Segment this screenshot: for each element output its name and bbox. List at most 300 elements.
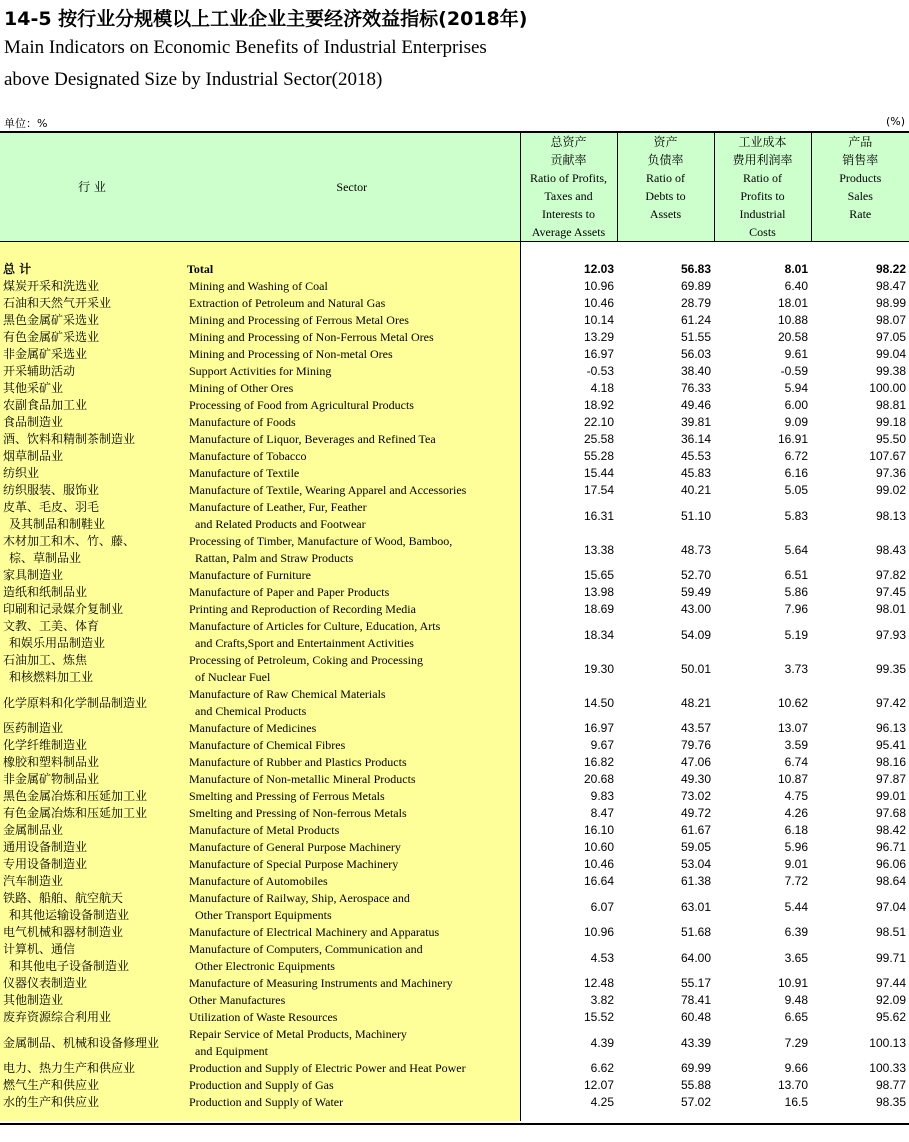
profit-tax-ratio-value: 17.54 <box>583 483 614 497</box>
profit-tax-ratio-value: 14.50 <box>583 695 614 710</box>
sector-en: Manufacture of Leather, Fur, Feather and Related Products and Footwear <box>184 499 520 533</box>
profit-tax-ratio-value: 12.07 <box>583 1078 614 1092</box>
cost-profit-ratio-value: 5.86 <box>784 585 808 599</box>
table-row <box>0 873 909 890</box>
debt-asset-ratio-value: 59.49 <box>680 585 711 599</box>
debt-asset-ratio-value: 61.38 <box>680 874 711 888</box>
sales-rate-value: 98.77 <box>875 1078 906 1092</box>
profit-tax-ratio-value: 16.82 <box>583 755 614 769</box>
header-col-4-cn2: 销售率 <box>842 153 879 167</box>
sales-rate-value: 97.68 <box>875 806 906 820</box>
table-row <box>0 1026 909 1060</box>
filler-row <box>0 1111 909 1121</box>
sector-cn: 总 计 <box>0 261 184 278</box>
sales-rate-value: 97.36 <box>875 466 906 480</box>
sector-cn: 燃气生产和供应业 <box>0 1077 184 1094</box>
unit-percent: (%) <box>885 115 905 128</box>
sales-rate-value: 95.41 <box>875 738 906 752</box>
sector-cn: 木材加工和木、竹、藤、 棕、草制品业 <box>0 533 184 567</box>
sector-cn: 电力、热力生产和供应业 <box>0 1060 184 1077</box>
cost-profit-ratio-value: 3.73 <box>784 661 808 676</box>
debt-asset-ratio-value: 48.21 <box>680 695 711 710</box>
cost-profit-ratio-value: 4.26 <box>784 806 808 820</box>
cost-profit-ratio-value: 9.66 <box>784 1061 808 1075</box>
sector-cn: 黑色金属矿采选业 <box>0 312 184 329</box>
debt-asset-ratio-value: 43.57 <box>680 721 711 735</box>
header-col-4-en: Rate <box>849 207 872 221</box>
sales-rate-value: 98.22 <box>875 262 906 276</box>
debt-asset-ratio-value: 57.02 <box>680 1095 711 1109</box>
sales-rate-value: 92.09 <box>875 993 906 1007</box>
sector-cn: 烟草制品业 <box>0 448 184 465</box>
sector-en: Mining of Other Ores <box>184 380 520 397</box>
table-row <box>0 329 909 346</box>
debt-asset-ratio-value: 48.73 <box>680 542 711 557</box>
debt-asset-ratio-value: 43.00 <box>680 602 711 616</box>
table-row <box>0 975 909 992</box>
table-row <box>0 1009 909 1026</box>
table-row <box>0 822 909 839</box>
title-en-line2: above Designated Size by Industrial Sector(2018) <box>4 69 383 90</box>
sector-en: Manufacture of Paper and Paper Products <box>184 584 520 601</box>
sector-cn: 非金属矿采选业 <box>0 346 184 363</box>
sector-en: Manufacture of Liquor, Beverages and Refined Tea <box>184 431 520 448</box>
sector-cn: 水的生产和供应业 <box>0 1094 184 1111</box>
sector-en: Manufacture of Foods <box>184 414 520 431</box>
debt-asset-ratio-value: 53.04 <box>680 857 711 871</box>
cost-profit-ratio-value: 6.16 <box>784 466 808 480</box>
debt-asset-ratio-value: 51.68 <box>680 925 711 939</box>
debt-asset-ratio-value: 64.00 <box>680 950 711 965</box>
profit-tax-ratio-value: 10.46 <box>583 857 614 871</box>
table-row <box>0 312 909 329</box>
sector-en: Manufacture of Chemical Fibres <box>184 737 520 754</box>
sector-en: Processing of Petroleum, Coking and Processing of Nuclear Fuel <box>184 652 520 686</box>
sales-rate-value: 97.93 <box>875 627 906 642</box>
profit-tax-ratio-value: 16.64 <box>583 874 614 888</box>
cost-profit-ratio-value: 5.96 <box>784 840 808 854</box>
sector-cn: 专用设备制造业 <box>0 856 184 873</box>
sales-rate-value: 95.62 <box>875 1010 906 1024</box>
debt-asset-ratio-value: 45.83 <box>680 466 711 480</box>
sector-cn: 石油加工、炼焦 和核燃料加工业 <box>0 652 184 686</box>
sales-rate-value: 98.43 <box>875 542 906 557</box>
profit-tax-ratio-value: 18.92 <box>583 398 614 412</box>
sector-cn: 有色金属矿采选业 <box>0 329 184 346</box>
profit-tax-ratio-value: 6.62 <box>590 1061 614 1075</box>
profit-tax-ratio-value: 13.98 <box>583 585 614 599</box>
sector-en: Manufacture of Measuring Instruments and Machinery <box>184 975 520 992</box>
sales-rate-value: 98.01 <box>875 602 906 616</box>
profit-tax-ratio-value: 10.96 <box>583 279 614 293</box>
sales-rate-value: 97.87 <box>875 772 906 786</box>
sector-en: Manufacture of Tobacco <box>184 448 520 465</box>
debt-asset-ratio-value: 61.67 <box>680 823 711 837</box>
sector-en: Production and Supply of Water <box>184 1094 520 1111</box>
sector-en: Total <box>184 261 520 278</box>
profit-tax-ratio-value: 9.83 <box>590 789 614 803</box>
sector-en: Manufacture of Computers, Communication and Other Electronic Equipments <box>184 941 520 975</box>
table-row <box>0 448 909 465</box>
header-sector-cn: 行 业 <box>0 133 184 242</box>
indicator-table <box>0 131 909 1125</box>
sector-cn: 金属制品业 <box>0 822 184 839</box>
sector-en: Manufacture of General Purpose Machinery <box>184 839 520 856</box>
profit-tax-ratio-value: 22.10 <box>583 415 614 429</box>
debt-asset-ratio-value: 39.81 <box>680 415 711 429</box>
sales-rate-value: 98.47 <box>875 279 906 293</box>
sales-rate-value: 97.04 <box>875 899 906 914</box>
sales-rate-value: 98.64 <box>875 874 906 888</box>
debt-asset-ratio-value: 50.01 <box>680 661 711 676</box>
table-row <box>0 1077 909 1094</box>
table-row <box>0 754 909 771</box>
sector-cn: 文教、工美、体育 和娱乐用品制造业 <box>0 618 184 652</box>
table-row <box>0 601 909 618</box>
header-col-1-cn1: 总资产 <box>550 135 587 149</box>
profit-tax-ratio-value: 10.46 <box>583 296 614 310</box>
sector-cn: 其他采矿业 <box>0 380 184 397</box>
sector-cn: 印刷和记录媒介复制业 <box>0 601 184 618</box>
header-col-1-en: Average Assets <box>531 225 606 239</box>
profit-tax-ratio-value: 16.10 <box>583 823 614 837</box>
cost-profit-ratio-value: 6.39 <box>784 925 808 939</box>
debt-asset-ratio-value: 51.55 <box>680 330 711 344</box>
sales-rate-value: 97.42 <box>875 695 906 710</box>
sector-en: Manufacture of Raw Chemical Materials and Chemical Products <box>184 686 520 720</box>
sales-rate-value: 98.16 <box>875 755 906 769</box>
sector-cn: 非金属矿物制品业 <box>0 771 184 788</box>
header-col-2-cn2: 负债率 <box>647 153 684 167</box>
table-row <box>0 737 909 754</box>
table-body <box>0 242 909 1122</box>
profit-tax-ratio-value: 15.52 <box>583 1010 614 1024</box>
table-row <box>0 839 909 856</box>
debt-asset-ratio-value: 60.48 <box>680 1010 711 1024</box>
table-row <box>0 720 909 737</box>
sector-en: Manufacture of Non-metallic Mineral Products <box>184 771 520 788</box>
table-row <box>0 431 909 448</box>
debt-asset-ratio-value: 54.09 <box>680 627 711 642</box>
profit-tax-ratio-value: 16.97 <box>583 721 614 735</box>
sector-en: Repair Service of Metal Products, Machinery and Equipment <box>184 1026 520 1060</box>
cost-profit-ratio-value: 6.18 <box>784 823 808 837</box>
header-col-2 <box>617 133 714 242</box>
cost-profit-ratio-value: 5.19 <box>784 627 808 642</box>
debt-asset-ratio-value: 49.72 <box>680 806 711 820</box>
header-col-3 <box>714 133 811 242</box>
cost-profit-ratio-value: 4.75 <box>784 789 808 803</box>
sector-en: Manufacture of Textile <box>184 465 520 482</box>
sales-rate-value: 98.99 <box>875 296 906 310</box>
cost-profit-ratio-value: 13.07 <box>777 721 808 735</box>
sales-rate-value: 98.81 <box>875 398 906 412</box>
table-row <box>0 397 909 414</box>
table-row <box>0 805 909 822</box>
profit-tax-ratio-value: 20.68 <box>583 772 614 786</box>
debt-asset-ratio-value: 49.30 <box>680 772 711 786</box>
sales-rate-value: 98.13 <box>875 508 906 523</box>
table-row <box>0 380 909 397</box>
sector-cn: 电气机械和器材制造业 <box>0 924 184 941</box>
profit-tax-ratio-value: 25.58 <box>583 432 614 446</box>
sales-rate-value: 98.51 <box>875 925 906 939</box>
sales-rate-value: 96.71 <box>875 840 906 854</box>
sales-rate-value: 96.06 <box>875 857 906 871</box>
sales-rate-value: 99.18 <box>875 415 906 429</box>
profit-tax-ratio-value: 4.53 <box>590 950 614 965</box>
debt-asset-ratio-value: 69.89 <box>680 279 711 293</box>
table-row <box>0 567 909 584</box>
table-row <box>0 652 909 686</box>
table-row <box>0 482 909 499</box>
sector-cn: 汽车制造业 <box>0 873 184 890</box>
debt-asset-ratio-value: 79.76 <box>680 738 711 752</box>
sector-cn: 家具制造业 <box>0 567 184 584</box>
sector-en: Mining and Processing of Non-Ferrous Metal Ores <box>184 329 520 346</box>
cost-profit-ratio-value: 10.88 <box>777 313 808 327</box>
profit-tax-ratio-value: 9.67 <box>590 738 614 752</box>
table-row <box>0 278 909 295</box>
sales-rate-value: 98.42 <box>875 823 906 837</box>
sector-en: Smelting and Pressing of Ferrous Metals <box>184 788 520 805</box>
table-row <box>0 346 909 363</box>
sector-en: Processing of Food from Agricultural Products <box>184 397 520 414</box>
sales-rate-value: 99.35 <box>875 661 906 676</box>
sector-cn: 皮革、毛皮、羽毛 及其制品和制鞋业 <box>0 499 184 533</box>
header-col-2-en: Assets <box>649 207 682 221</box>
profit-tax-ratio-value: 15.65 <box>583 568 614 582</box>
sector-cn: 仪器仪表制造业 <box>0 975 184 992</box>
profit-tax-ratio-value: 10.60 <box>583 840 614 854</box>
cost-profit-ratio-value: 6.74 <box>784 755 808 769</box>
profit-tax-ratio-value: -0.53 <box>586 364 614 378</box>
debt-asset-ratio-value: 43.39 <box>680 1035 711 1050</box>
debt-asset-ratio-value: 55.17 <box>680 976 711 990</box>
sector-en: Manufacture of Articles for Culture, Education, Arts and Crafts,Sport and Entertainment Activities <box>184 618 520 652</box>
table-row <box>0 856 909 873</box>
sector-en: Manufacture of Medicines <box>184 720 520 737</box>
profit-tax-ratio-value: 4.25 <box>590 1095 614 1109</box>
sales-rate-value: 99.01 <box>875 789 906 803</box>
table-row <box>0 941 909 975</box>
table-row <box>0 499 909 533</box>
profit-tax-ratio-value: 55.28 <box>583 449 614 463</box>
table-row <box>0 414 909 431</box>
table-row <box>0 363 909 380</box>
cost-profit-ratio-value: 16.91 <box>777 432 808 446</box>
table-row <box>0 533 909 567</box>
profit-tax-ratio-value: 6.07 <box>590 899 614 914</box>
sales-rate-value: 100.00 <box>869 381 906 395</box>
cost-profit-ratio-value: 5.44 <box>784 899 808 914</box>
sector-cn: 铁路、船舶、航空航天 和其他运输设备制造业 <box>0 890 184 924</box>
table-row <box>0 686 909 720</box>
profit-tax-ratio-value: 12.48 <box>583 976 614 990</box>
sector-en: Other Manufactures <box>184 992 520 1009</box>
cost-profit-ratio-value: 5.94 <box>784 381 808 395</box>
profit-tax-ratio-value: 13.29 <box>583 330 614 344</box>
cost-profit-ratio-value: 18.01 <box>777 296 808 310</box>
sales-rate-value: 98.07 <box>875 313 906 327</box>
sector-en: Manufacture of Railway, Ship, Aerospace and Other Transport Equipments <box>184 890 520 924</box>
sector-en: Manufacture of Metal Products <box>184 822 520 839</box>
profit-tax-ratio-value: 18.34 <box>583 627 614 642</box>
profit-tax-ratio-value: 3.82 <box>590 993 614 1007</box>
data-table <box>0 133 909 1121</box>
table-row <box>0 295 909 312</box>
debt-asset-ratio-value: 52.70 <box>680 568 711 582</box>
debt-asset-ratio-value: 28.79 <box>680 296 711 310</box>
profit-tax-ratio-value: 4.18 <box>590 381 614 395</box>
header-col-3-en: Profits to <box>740 189 785 203</box>
table-row <box>0 771 909 788</box>
header-col-4-en: Products <box>839 171 882 185</box>
profit-tax-ratio-value: 16.31 <box>583 508 614 523</box>
header-col-1 <box>520 133 617 242</box>
cost-profit-ratio-value: 6.72 <box>784 449 808 463</box>
sales-rate-value: 99.02 <box>875 483 906 497</box>
sales-rate-value: 99.38 <box>875 364 906 378</box>
sector-cn: 其他制造业 <box>0 992 184 1009</box>
header-col-1-en: Taxes and <box>544 189 593 203</box>
header-col-4-cn1: 产品 <box>848 135 873 149</box>
sales-rate-value: 97.05 <box>875 330 906 344</box>
sector-cn: 通用设备制造业 <box>0 839 184 856</box>
table-row <box>0 1094 909 1111</box>
profit-tax-ratio-value: 10.96 <box>583 925 614 939</box>
sector-en: Manufacture of Automobiles <box>184 873 520 890</box>
debt-asset-ratio-value: 40.21 <box>680 483 711 497</box>
debt-asset-ratio-value: 56.83 <box>680 262 711 276</box>
cost-profit-ratio-value: 10.87 <box>777 772 808 786</box>
header-col-3-en: Industrial <box>739 207 786 221</box>
sector-en: Support Activities for Mining <box>184 363 520 380</box>
table-row <box>0 261 909 278</box>
cost-profit-ratio-value: 5.05 <box>784 483 808 497</box>
unit-label: 单位：% <box>4 117 48 130</box>
debt-asset-ratio-value: 47.06 <box>680 755 711 769</box>
debt-asset-ratio-value: 55.88 <box>680 1078 711 1092</box>
cost-profit-ratio-value: 6.00 <box>784 398 808 412</box>
sector-en: Manufacture of Electrical Machinery and Apparatus <box>184 924 520 941</box>
table-row <box>0 1060 909 1077</box>
cost-profit-ratio-value: 5.64 <box>784 542 808 557</box>
debt-asset-ratio-value: 61.24 <box>680 313 711 327</box>
header-col-3-cn2: 费用利润率 <box>732 153 793 167</box>
header-col-4-en: Sales <box>847 189 873 203</box>
debt-asset-ratio-value: 76.33 <box>680 381 711 395</box>
profit-tax-ratio-value: 13.38 <box>583 542 614 557</box>
debt-asset-ratio-value: 63.01 <box>680 899 711 914</box>
debt-asset-ratio-value: 56.03 <box>680 347 711 361</box>
cost-profit-ratio-value: 9.48 <box>784 993 808 1007</box>
debt-asset-ratio-value: 38.40 <box>680 364 711 378</box>
cost-profit-ratio-value: 7.29 <box>784 1035 808 1050</box>
cost-profit-ratio-value: 5.83 <box>784 508 808 523</box>
debt-asset-ratio-value: 69.99 <box>680 1061 711 1075</box>
profit-tax-ratio-value: 4.39 <box>590 1035 614 1050</box>
sector-en: Manufacture of Textile, Wearing Apparel and Accessories <box>184 482 520 499</box>
sector-en: Manufacture of Furniture <box>184 567 520 584</box>
table-row <box>0 584 909 601</box>
debt-asset-ratio-value: 59.05 <box>680 840 711 854</box>
sector-cn: 酒、饮料和精制茶制造业 <box>0 431 184 448</box>
sales-rate-value: 100.13 <box>869 1035 906 1050</box>
sector-cn: 有色金属冶炼和压延加工业 <box>0 805 184 822</box>
sales-rate-value: 96.13 <box>875 721 906 735</box>
cost-profit-ratio-value: 3.59 <box>784 738 808 752</box>
sector-en: Production and Supply of Gas <box>184 1077 520 1094</box>
cost-profit-ratio-value: 20.58 <box>777 330 808 344</box>
profit-tax-ratio-value: 18.69 <box>583 602 614 616</box>
sales-rate-value: 95.50 <box>875 432 906 446</box>
profit-tax-ratio-value: 12.03 <box>583 262 614 276</box>
header-sector-en: Sector <box>184 133 520 242</box>
header-col-4 <box>811 133 909 242</box>
sector-en: Manufacture of Rubber and Plastics Products <box>184 754 520 771</box>
sector-en: Extraction of Petroleum and Natural Gas <box>184 295 520 312</box>
sales-rate-value: 98.35 <box>875 1095 906 1109</box>
table-row <box>0 465 909 482</box>
sales-rate-value: 99.04 <box>875 347 906 361</box>
sector-en: Mining and Processing of Non-metal Ores <box>184 346 520 363</box>
cost-profit-ratio-value: 6.40 <box>784 279 808 293</box>
profit-tax-ratio-value: 8.47 <box>590 806 614 820</box>
cost-profit-ratio-value: 7.72 <box>784 874 808 888</box>
sales-rate-value: 100.33 <box>869 1061 906 1075</box>
header-col-2-en: Ratio of <box>646 171 685 185</box>
debt-asset-ratio-value: 51.10 <box>680 508 711 523</box>
table-row <box>0 924 909 941</box>
header-col-2-cn1: 资产 <box>653 135 678 149</box>
header-col-3-en: Ratio of <box>743 171 782 185</box>
sector-cn: 化学原料和化学制品制造业 <box>0 686 184 720</box>
sales-rate-value: 97.45 <box>875 585 906 599</box>
debt-asset-ratio-value: 36.14 <box>680 432 711 446</box>
cost-profit-ratio-value: 8.01 <box>784 262 808 276</box>
header-col-3-en: Costs <box>749 225 776 239</box>
sector-en: Smelting and Pressing of Non-ferrous Metals <box>184 805 520 822</box>
title-en-line1: Main Indicators on Economic Benefits of Industrial Enterprises <box>4 37 487 58</box>
sector-cn: 农副食品加工业 <box>0 397 184 414</box>
sector-cn: 黑色金属冶炼和压延加工业 <box>0 788 184 805</box>
table-row <box>0 788 909 805</box>
header-col-1-en: Ratio of Profits, <box>530 171 607 185</box>
sector-cn: 开采辅助活动 <box>0 363 184 380</box>
sales-rate-value: 97.82 <box>875 568 906 582</box>
sector-cn: 煤炭开采和洗选业 <box>0 278 184 295</box>
sector-en: Manufacture of Special Purpose Machinery <box>184 856 520 873</box>
debt-asset-ratio-value: 49.46 <box>680 398 711 412</box>
table-row <box>0 618 909 652</box>
header-row <box>0 133 909 242</box>
sector-cn: 废弃资源综合利用业 <box>0 1009 184 1026</box>
cost-profit-ratio-value: 10.91 <box>777 976 808 990</box>
sales-rate-value: 97.44 <box>875 976 906 990</box>
header-col-1-en: Interests to <box>542 207 595 221</box>
cost-profit-ratio-value: 9.01 <box>784 857 808 871</box>
cost-profit-ratio-value: 3.65 <box>784 950 808 965</box>
sales-rate-value: 107.67 <box>869 449 906 463</box>
sector-cn: 纺织服装、服饰业 <box>0 482 184 499</box>
debt-asset-ratio-value: 45.53 <box>680 449 711 463</box>
sector-cn: 金属制品、机械和设备修理业 <box>0 1026 184 1060</box>
profit-tax-ratio-value: 15.44 <box>583 466 614 480</box>
profit-tax-ratio-value: 19.30 <box>583 661 614 676</box>
cost-profit-ratio-value: -0.59 <box>780 364 808 378</box>
sector-cn: 石油和天然气开采业 <box>0 295 184 312</box>
